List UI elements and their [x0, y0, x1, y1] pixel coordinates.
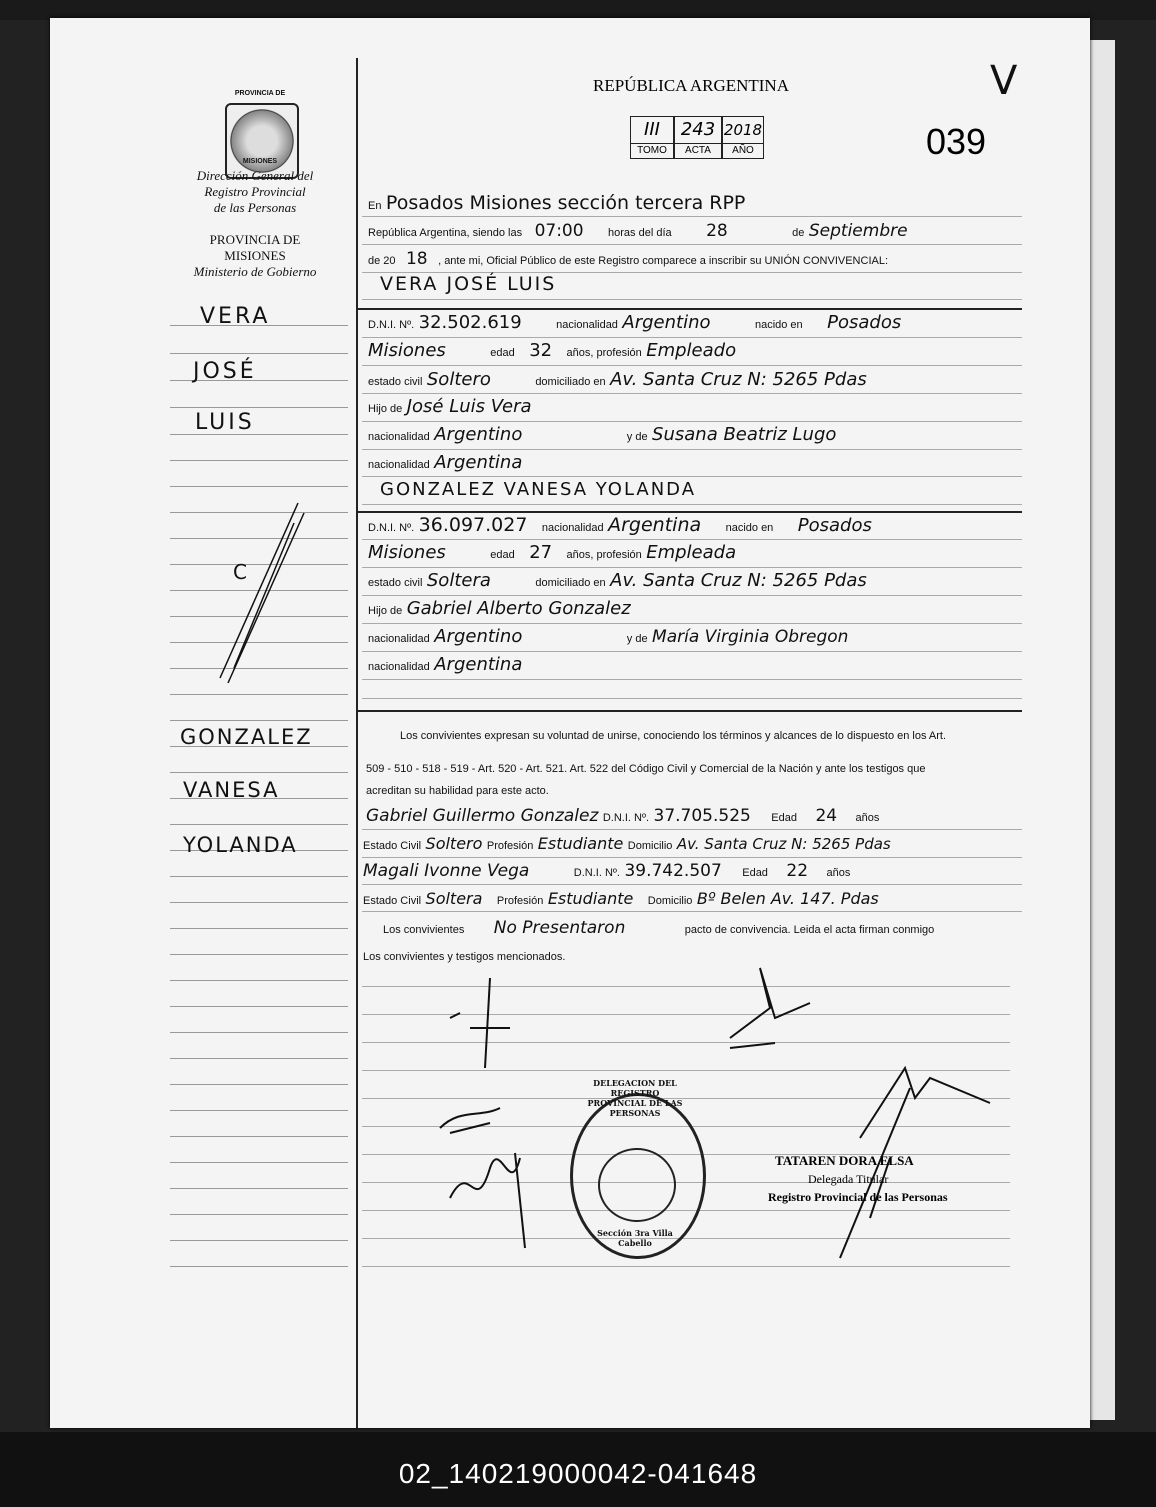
- acta-value: 243: [674, 116, 722, 144]
- left-name-luis: LUIS: [195, 410, 255, 435]
- direccion-general: [180, 168, 330, 216]
- person2-nac: Argentina: [608, 514, 702, 536]
- person1-padre-row: [368, 396, 532, 417]
- dni-label: D.N.I. Nº.: [368, 522, 415, 534]
- person2-civil-row: [368, 570, 867, 591]
- anos-label: años: [826, 867, 851, 879]
- edad-label: Edad: [742, 867, 768, 879]
- person1-prof: Empleado: [646, 340, 737, 361]
- left-name-vera: VERA: [200, 304, 271, 329]
- person1-madre: Susana Beatriz Lugo: [652, 424, 837, 445]
- strike-letter: C: [233, 560, 247, 584]
- person2-madre-nac-row: [368, 654, 522, 675]
- dni-label: D.N.I. Nº.: [573, 867, 620, 879]
- witness2-row: [363, 861, 850, 881]
- edad-label: Edad: [771, 812, 797, 824]
- conv-value: No Presentaron: [493, 918, 626, 938]
- witness1-detail-row: [363, 834, 891, 854]
- provincia-line: PROVINCIA DE: [209, 232, 301, 247]
- person1-civil-row: [368, 369, 867, 390]
- comparece-text: , ante mi, Oficial Público de este Registro comparece a inscribir su UNIÓN CONVIVENCIAL:: [438, 255, 889, 267]
- nac-label: nacionalidad: [541, 522, 604, 534]
- person1-nacido: Posados: [827, 312, 902, 333]
- witness2-dni: 39.742.507: [624, 861, 722, 881]
- en-value: Posados Misiones sección tercera RPP: [385, 192, 746, 214]
- person1-madre-nac-row: [368, 452, 522, 473]
- document-page: [50, 18, 1090, 1428]
- person2-dom: Av. Santa Cruz N: 5265 Pdas: [610, 570, 867, 591]
- mes-value: Septiembre: [808, 221, 908, 241]
- witness1-row: [366, 806, 879, 826]
- direccion-line: de las Personas: [213, 200, 297, 215]
- person2-dni-row: [368, 514, 872, 536]
- nacido-label: nacido en: [754, 319, 803, 331]
- person1-edad-row: [368, 340, 736, 361]
- anio-year-value: 18: [405, 249, 428, 269]
- hora-value: 07:00: [534, 221, 584, 241]
- official-name: TATAREN DORA ELSA: [775, 1153, 914, 1168]
- person2-padre-nac: Argentino: [434, 626, 523, 647]
- testigos-text: Los convivientes y testigos mencionados.: [363, 951, 566, 963]
- edad-label: edad: [490, 549, 515, 561]
- person2-madre: María Virginia Obregon: [652, 627, 849, 647]
- logo-top-text: PROVINCIA DE: [234, 90, 286, 97]
- person1-dni-row: [368, 312, 901, 333]
- strike-lines: [210, 498, 310, 688]
- dom-label: Domicilio: [627, 840, 673, 852]
- nac-label: nacionalidad: [556, 319, 618, 331]
- en-label: En: [368, 200, 382, 212]
- person2-nacido: Posados: [797, 515, 872, 536]
- de-label: de: [792, 227, 805, 239]
- left-name-gonzalez: GONZALEZ: [180, 725, 313, 749]
- ministerio: Ministerio de Gobierno: [193, 264, 317, 279]
- padre-nac-label: nacionalidad: [368, 633, 430, 645]
- anio-value: 2018: [722, 116, 764, 144]
- person2-name: GONZALEZ VANESA YOLANDA: [380, 479, 697, 500]
- civil-label: Estado Civil: [363, 895, 422, 907]
- yde-label: y de: [626, 431, 648, 443]
- person2-nacido2: Misiones: [368, 542, 446, 563]
- witness2-detail-row: [363, 889, 879, 909]
- signatures: [430, 958, 1050, 1268]
- yde-label: y de: [626, 633, 648, 645]
- seal-crest: [598, 1148, 676, 1222]
- padre-nac-label: nacionalidad: [368, 431, 430, 443]
- person1-madre-nac: Argentina: [434, 452, 523, 473]
- witness2-name: Magali Ivonne Vega: [363, 861, 530, 881]
- dom-label: Domicilio: [647, 895, 693, 907]
- nacido-label: nacido en: [725, 522, 774, 534]
- page-edge: [1088, 40, 1115, 1420]
- conv-label: Los convivientes: [383, 924, 465, 936]
- document-code: 02_140219000042-041648: [398, 1458, 758, 1489]
- pacto-text: pacto de convivencia. Leida el acta firman conmigo: [684, 924, 935, 936]
- direccion-line: Registro Provincial: [204, 184, 306, 199]
- witness1-edad: 24: [815, 806, 838, 826]
- witness2-civil: Soltera: [425, 889, 483, 908]
- de20-label: de 20: [368, 255, 396, 267]
- direccion-line: Dirección General del: [196, 168, 314, 183]
- edad-label: edad: [490, 347, 515, 359]
- tomo-label: TOMO: [630, 144, 674, 159]
- prof-label: años, profesión: [566, 549, 642, 561]
- tomo-value: III: [630, 116, 674, 144]
- dni-label: D.N.I. Nº.: [368, 319, 415, 331]
- person2-dni: 36.097.027: [418, 514, 528, 536]
- logo-text: MISIONES: [242, 158, 278, 165]
- witness1-name: Gabriel Guillermo Gonzalez: [366, 806, 599, 826]
- civil-label: estado civil: [368, 577, 423, 589]
- person1-civil: Soltero: [426, 369, 491, 390]
- dom-label: domiciliado en: [535, 577, 606, 589]
- official-registry: Registro Provincial de las Personas: [768, 1190, 948, 1204]
- legal-line-1: Los convivientes expresan su voluntad de unirse, conociendo los términos y alcances de lo dispuesto en los Art.: [400, 730, 947, 742]
- person1-dom: Av. Santa Cruz N: 5265 Pdas: [610, 369, 867, 390]
- person1-padre: José Luis Vera: [406, 396, 532, 417]
- legal-line-3: acreditan su habilidad para este acto.: [366, 785, 549, 797]
- legal-line-2: 509 - 510 - 518 - 519 - Art. 520 - Art. 521. Art. 522 del Código Civil y Comercial de la Nación y ante los testigos que: [366, 763, 926, 775]
- witness2-edad: 22: [786, 861, 809, 881]
- anio-label: AÑO: [722, 144, 764, 159]
- person2-edad: 27: [529, 542, 553, 563]
- hijo-label: Hijo de: [368, 403, 403, 415]
- seal-inner-text: Sección 3ra Villa Cabello: [597, 1228, 673, 1248]
- seal-outer-text: DELEGACION DEL REGISTRO PROVINCIAL DE LAS PERSONAS: [587, 1078, 683, 1118]
- left-name-yolanda: YOLANDA: [183, 833, 298, 857]
- person2-padre-row: [368, 598, 631, 619]
- left-name-vanesa: VANESA: [183, 778, 280, 802]
- witness1-dni: 37.705.525: [653, 806, 751, 826]
- horas-label: horas del día: [608, 227, 672, 239]
- witness1-dom: Av. Santa Cruz N: 5265 Pdas: [676, 835, 891, 853]
- civil-label: Estado Civil: [363, 840, 422, 852]
- witness2-prof: Estudiante: [547, 889, 634, 908]
- republica-heading: REPÚBLICA ARGENTINA: [593, 76, 789, 95]
- scan-background-top: [0, 0, 1156, 20]
- person1-madre-row: [368, 424, 836, 445]
- en-row: [368, 192, 745, 214]
- madre-nac-label: nacionalidad: [368, 459, 430, 471]
- provincia-line: MISIONES: [224, 248, 286, 263]
- prof-label: Profesión: [496, 895, 544, 907]
- provincia-heading: [180, 232, 330, 280]
- left-name-jose: JOSÉ: [193, 359, 257, 384]
- witness1-prof: Estudiante: [537, 834, 624, 853]
- official-title: Delegada Titular: [808, 1172, 889, 1186]
- dia-value: 28: [706, 221, 728, 241]
- civil-label: estado civil: [368, 376, 423, 388]
- person2-padre: Gabriel Alberto Gonzalez: [406, 598, 631, 619]
- person1-padre-nac: Argentino: [434, 424, 523, 445]
- person2-civil: Soltera: [426, 570, 491, 591]
- person1-name: VERA JOSÉ LUIS: [380, 273, 557, 295]
- person2-madre-row: [368, 626, 848, 647]
- hora-row: [368, 221, 908, 241]
- person1-dni: 32.502.619: [418, 312, 522, 333]
- closing-row: [383, 918, 934, 938]
- dom-label: domiciliado en: [535, 376, 606, 388]
- anos-label: años: [855, 812, 880, 824]
- person2-madre-nac: Argentina: [434, 654, 523, 675]
- dni-label: D.N.I. Nº.: [602, 812, 650, 824]
- acta-page-number: 039: [926, 121, 987, 162]
- person2-prof: Empleada: [646, 542, 737, 563]
- prof-label: Profesión: [486, 840, 534, 852]
- madre-nac-label: nacionalidad: [368, 661, 430, 673]
- person2-edad-row: [368, 542, 736, 563]
- witness1-civil: Soltero: [425, 834, 483, 853]
- tomo-acta-anio-boxes: [630, 116, 764, 159]
- acta-label: ACTA: [674, 144, 722, 159]
- person1-nac: Argentino: [622, 312, 711, 333]
- rep-label: República Argentina, siendo las: [368, 227, 523, 239]
- hijo-label: Hijo de: [368, 605, 403, 617]
- comparece-row: [368, 249, 888, 269]
- person1-edad: 32: [529, 340, 553, 361]
- check-mark: V: [990, 58, 1018, 104]
- prof-label: años, profesión: [566, 347, 642, 359]
- column-divider: [356, 58, 358, 1428]
- person1-nacido2: Misiones: [368, 340, 446, 361]
- witness2-dom: Bº Belen Av. 147. Pdas: [696, 889, 879, 908]
